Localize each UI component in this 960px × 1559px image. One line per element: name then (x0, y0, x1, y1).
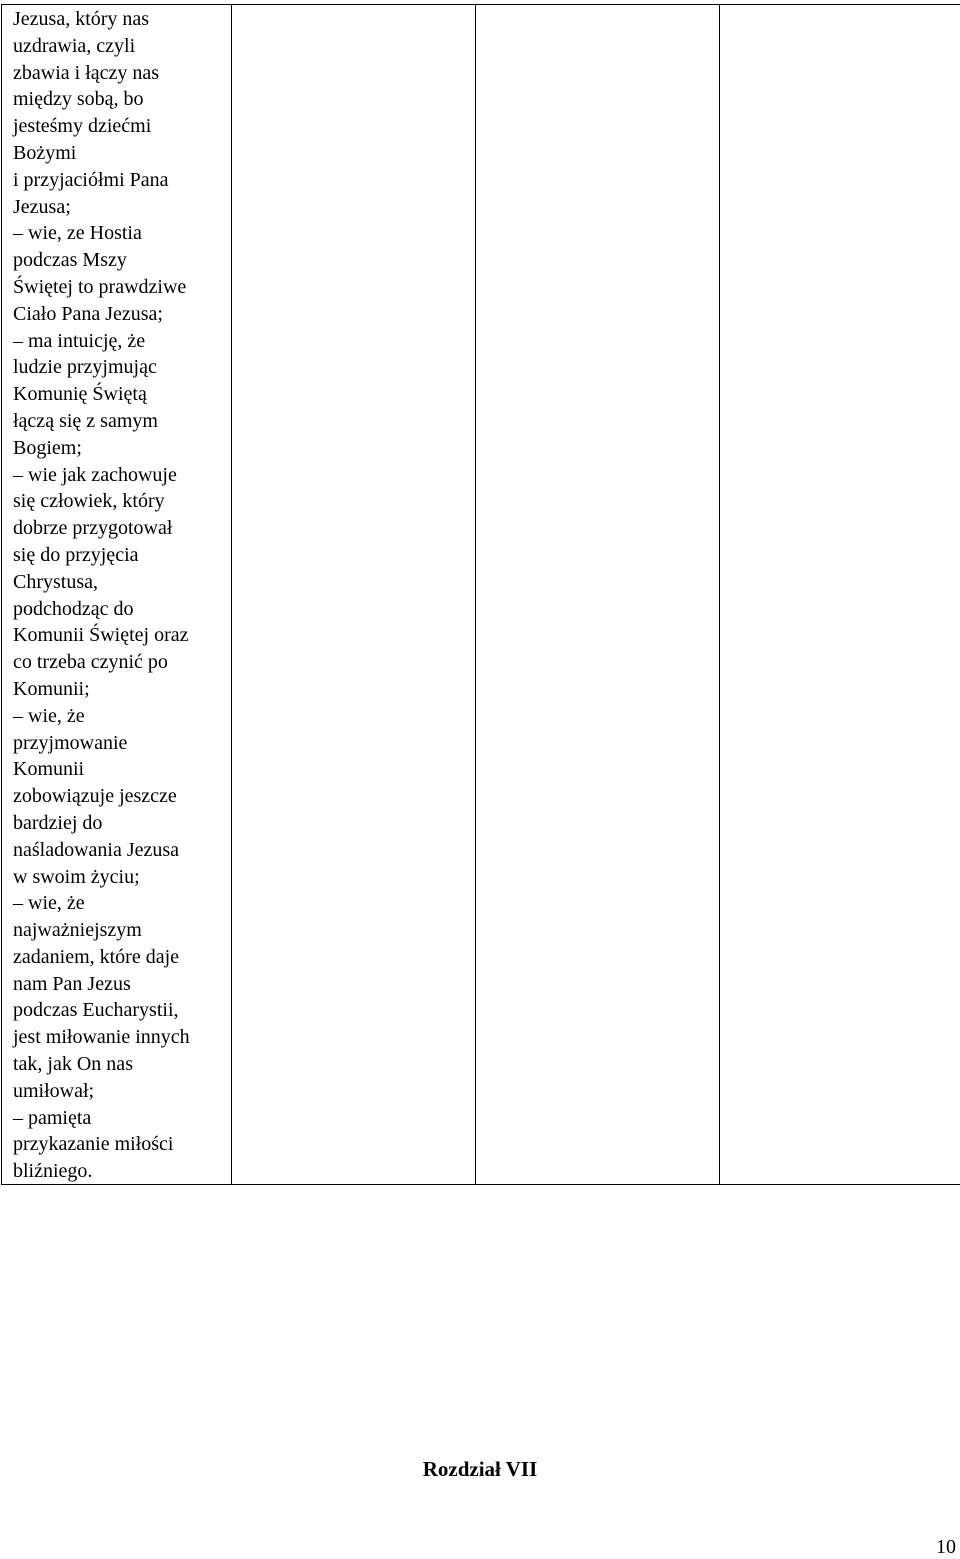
table-cell-empty (476, 5, 720, 1185)
table-cell-content (2, 5, 232, 1185)
chapter-title: Rozdział VII (0, 1456, 960, 1482)
table-row (2, 5, 960, 1185)
table-cell-empty (720, 5, 960, 1185)
content-table (1, 4, 960, 1185)
page-number: 10 (936, 1535, 956, 1559)
table-cell-empty (232, 5, 476, 1185)
requirements-text: Jezusa, który nas uzdrawia, czyli zbawia i łączy nas między sobą, bo jesteśmy dziećmi Bożymi i przyjaciółmi Pana Jezusa; – wie, ze Hostia podczas Mszy Świętej to prawdziwe Ciało Pana Jezusa; – ma intuicję, że ludzie przyjmując Komunię Świętą łączą się z samym Bogiem; – wie jak zachowuje się człowiek, który dobrze przygotował się do przyjęcia Chrystusa, podchodząc do Komunii Świętej oraz co trzeba czynić po Komunii; – wie, że przyjmowanie Komunii zobowiązuje jeszcze bardziej do naśladowania Jezusa w swoim życiu; – wie, że najważniejszym zadaniem, które daje nam Pan Jezus podczas Eucharystii, jest miłowanie innych tak, jak On nas umiłował; – pamięta przykazanie miłości bliźniego. (2, 5, 231, 1184)
